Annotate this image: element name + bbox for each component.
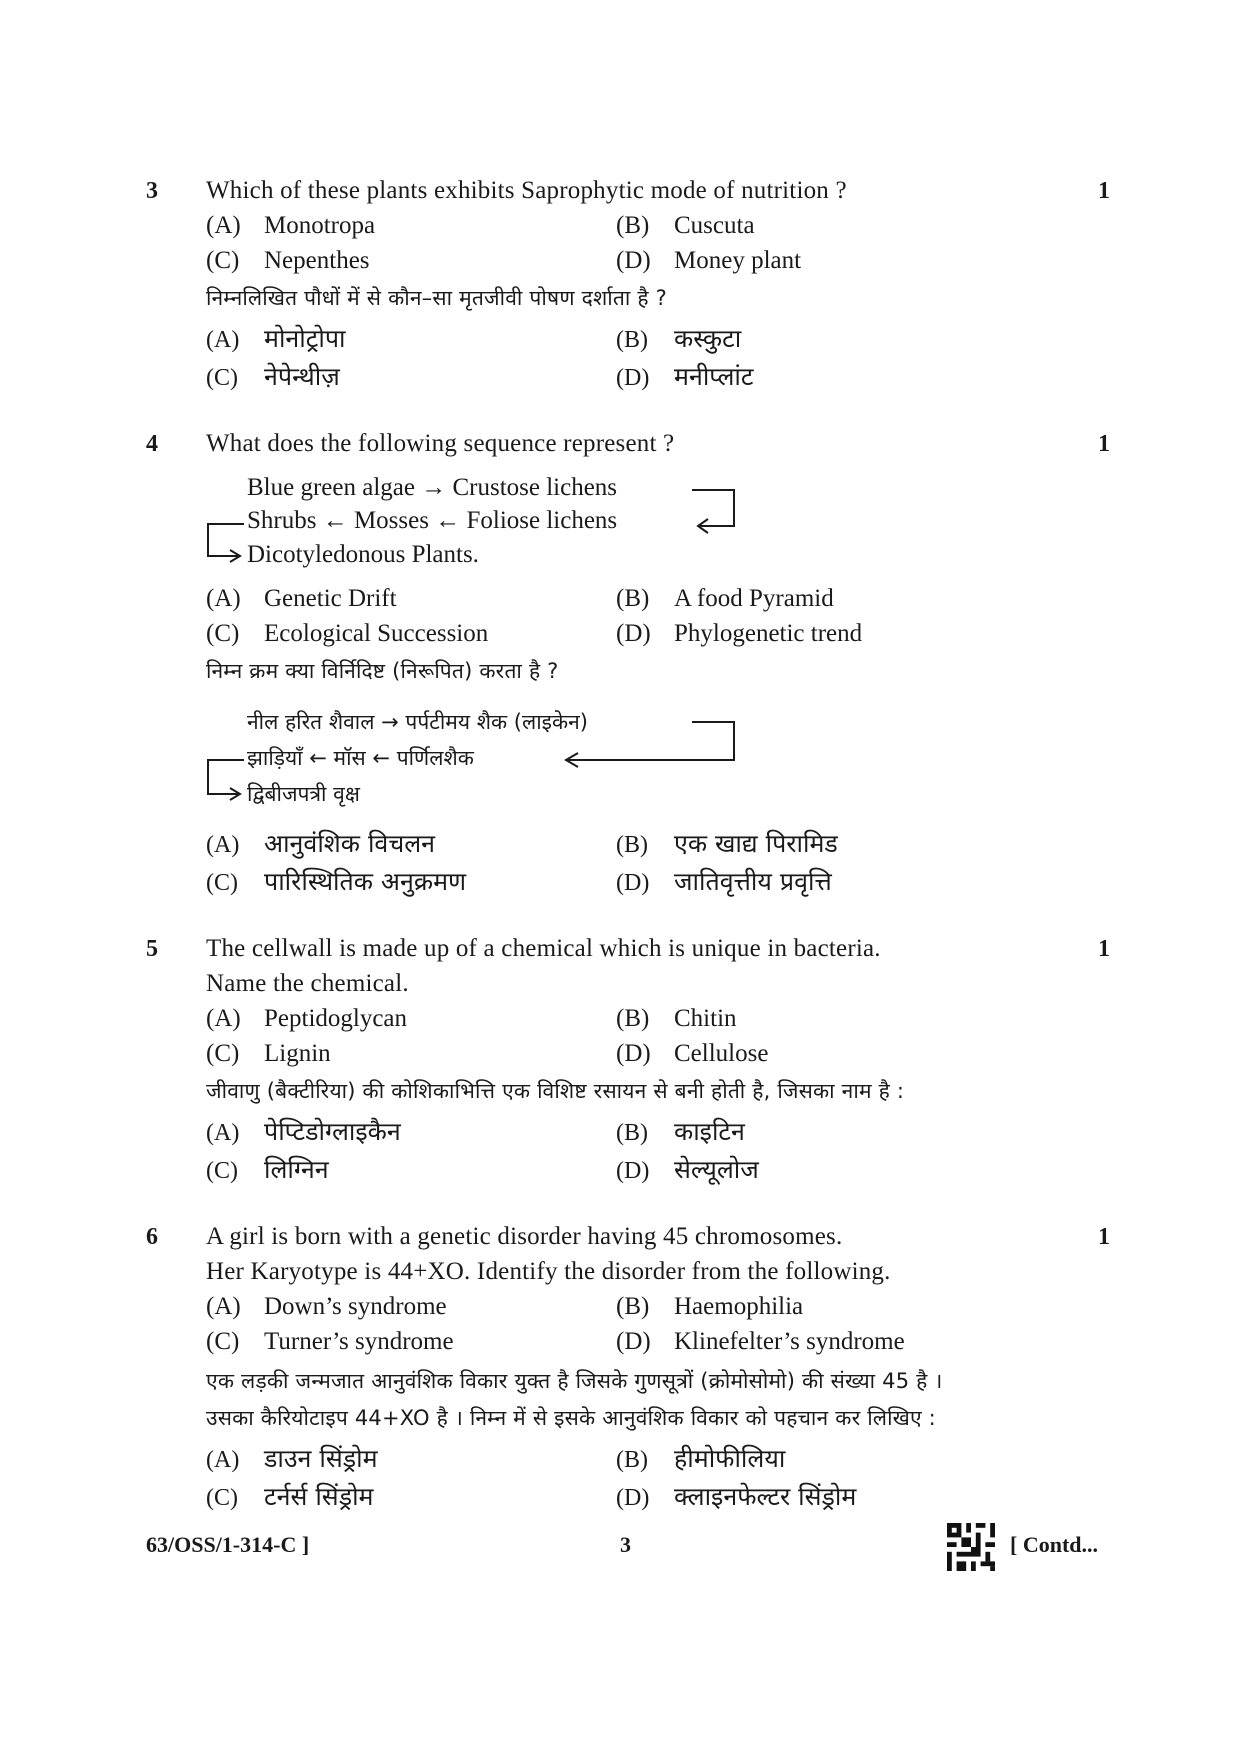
question-number: 5	[146, 936, 158, 962]
question-text-hi: जीवाणु (बैक्टीरिया) की कोशिकाभित्ति एक विशिष्ट रसायन से बनी होती है, जिसका नाम है :	[206, 1079, 905, 1103]
option-b-hi: (B) कस्कुटा	[616, 324, 742, 353]
question-text-en-line-2: Name the chemical.	[206, 970, 409, 997]
question-text-en: Which of these plants exhibits Saprophytic mode of nutrition ?	[206, 177, 847, 204]
question-number: 3	[146, 178, 158, 204]
paper-code: 63/OSS/1-314-C ]	[146, 1532, 310, 1557]
option-a-en: (A) Monotropa	[206, 212, 376, 239]
question-number: 6	[146, 1224, 158, 1250]
question-text-en-line-1: The cellwall is made up of a chemical which is unique in bacteria.	[206, 935, 881, 962]
question-text-hi: निम्न क्रम क्या विर्निदिष्ट (निरूपित) करता है ?	[206, 659, 559, 683]
sequence-row-3-en: Dicotyledonous Plants.	[247, 541, 479, 568]
option-a-hi: (A) पेप्टिडोग्लाइकैन	[206, 1117, 401, 1146]
option-d-en: (D) Phylogenetic trend	[616, 620, 863, 647]
option-a-hi: (A) आनुवंशिक विचलन	[206, 829, 436, 858]
option-b-hi: (B) एक खाद्य पिरामिड	[616, 829, 838, 858]
option-d-en: (D) Klinefelter’s syndrome	[616, 1328, 905, 1355]
option-c-en: (C) Nepenthes	[206, 247, 370, 274]
option-b-hi: (B) काइटिन	[616, 1117, 745, 1146]
option-c-hi: (C) लिग्निन	[206, 1155, 329, 1184]
option-a-en: (A) Peptidoglycan	[206, 1005, 408, 1032]
page-number: 3	[620, 1532, 631, 1557]
option-d-hi: (D) मनीप्लांट	[616, 362, 754, 391]
option-c-en: (C) Lignin	[206, 1040, 331, 1067]
option-c-hi: (C) टर्नर्स सिंड्रोम	[206, 1482, 374, 1511]
option-d-hi: (D) जातिवृत्तीय प्रवृत्ति	[616, 867, 832, 896]
question-marks: 1	[1098, 1224, 1110, 1250]
continued-label: [ Contd...	[1010, 1532, 1099, 1557]
question-text-en-line-1: A girl is born with a genetic disorder having 45 chromosomes.	[206, 1223, 843, 1250]
sequence-row-2-en: Shrubs ← Mosses ← Foliose lichens	[247, 507, 618, 534]
qr-code-icon	[946, 1523, 996, 1571]
option-c-hi: (C) नेपेन्थीज़	[206, 362, 340, 391]
sequence-row-3-hi: द्विबीजपत्री वृक्ष	[247, 782, 360, 806]
option-c-hi: (C) पारिस्थितिक अनुक्रमण	[206, 867, 467, 896]
option-a-hi: (A) डाउन सिंड्रोम	[206, 1444, 378, 1473]
question-text-hi-line-1: एक लड़की जन्मजात आनुवंशिक विकार युक्त है जिसके गुणसूत्रों (क्रोमोसोमो) की संख्या 45 है ।	[206, 1369, 943, 1393]
question-marks: 1	[1098, 936, 1110, 962]
option-d-en: (D) Money plant	[616, 247, 802, 274]
question-text-hi-line-2: उसका कैरियोटाइप 44+XO है । निम्न में से इसके आनुवंशिक विकार को पहचान कर लिखिए :	[206, 1406, 936, 1430]
sequence-row-1-en: Blue green algae → Crustose lichens	[247, 474, 618, 501]
option-a-en: (A) Down’s syndrome	[206, 1293, 447, 1320]
option-d-hi: (D) क्लाइनफेल्टर सिंड्रोम	[616, 1482, 857, 1511]
option-a-hi: (A) मोनोट्रोपा	[206, 324, 346, 353]
question-number: 4	[146, 431, 158, 457]
option-b-hi: (B) हीमोफीलिया	[616, 1444, 786, 1473]
option-b-en: (B) Cuscuta	[616, 212, 755, 239]
question-text-hi: निम्नलिखित पौधों में से कौन–सा मृतजीवी पोषण दर्शाता है ?	[206, 286, 667, 310]
question-marks: 1	[1098, 431, 1110, 457]
option-d-en: (D) Cellulose	[616, 1040, 769, 1067]
option-b-en: (B) Haemophilia	[616, 1293, 804, 1320]
sequence-row-1-hi: नील हरित शैवाल → पर्पटीमय शैक (लाइकेन)	[247, 710, 588, 734]
sequence-row-2-hi: झाड़ियाँ ← मॉस ← पर्णिलशैक	[247, 746, 474, 770]
option-b-en: (B) Chitin	[616, 1005, 737, 1032]
option-b-en: (B) A food Pyramid	[616, 585, 834, 612]
question-text-en-line-2: Her Karyotype is 44+XO. Identify the disorder from the following.	[206, 1258, 891, 1285]
option-c-en: (C) Turner’s syndrome	[206, 1328, 454, 1355]
question-marks: 1	[1098, 178, 1110, 204]
option-c-en: (C) Ecological Succession	[206, 620, 489, 647]
option-a-en: (A) Genetic Drift	[206, 585, 397, 612]
question-text-en: What does the following sequence represent ?	[206, 430, 675, 457]
option-d-hi: (D) सेल्यूलोज	[616, 1155, 759, 1184]
